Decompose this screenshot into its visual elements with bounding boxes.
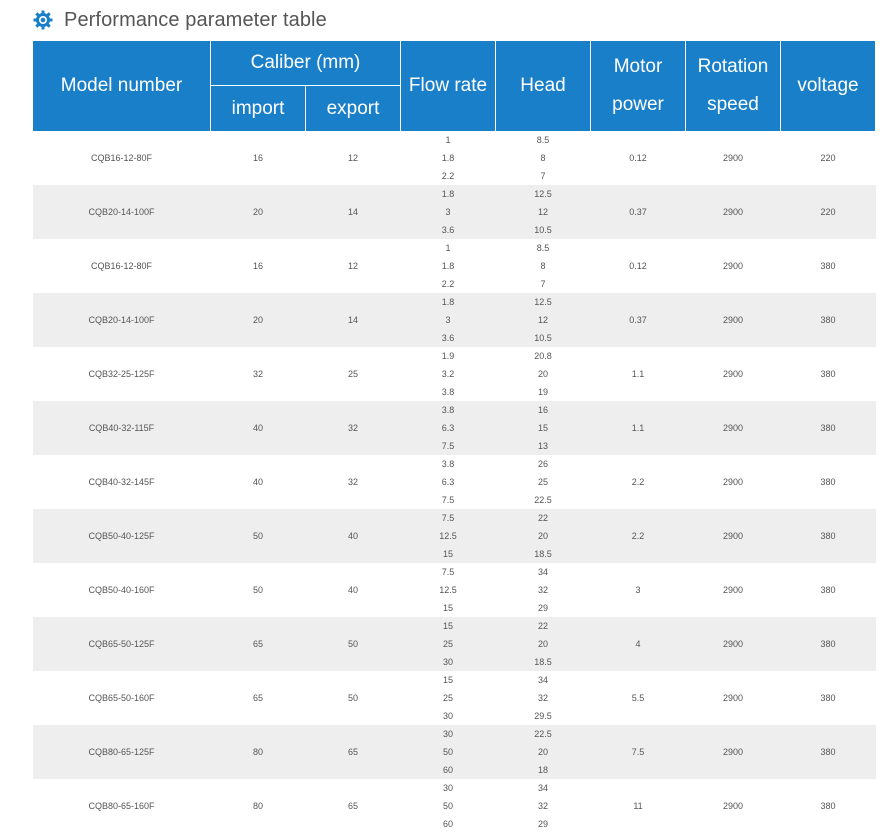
power-cell: 7.5 (591, 725, 686, 779)
head-cell-value: 19 (537, 387, 548, 397)
power-cell: 0.37 (591, 185, 686, 239)
flow-cell (401, 239, 496, 293)
flow-cell (401, 509, 496, 563)
voltage-cell: 220 (820, 153, 836, 163)
page-title: Performance parameter table (64, 8, 327, 31)
header-voltage: voltage (781, 41, 876, 131)
flow-cell-value: 3.8 (441, 405, 455, 415)
performance-table (32, 41, 876, 833)
flow-cell (401, 401, 496, 455)
head-cell (496, 239, 591, 293)
table-row (33, 239, 876, 293)
export-cell: 50 (347, 693, 358, 703)
section-title (33, 6, 327, 34)
flow-cell-value: 30 (442, 729, 453, 739)
power-cell: 2.2 (591, 509, 686, 563)
model-cell: CQB80-65-125F (33, 725, 211, 779)
power-cell: 0.37 (591, 293, 686, 347)
import-cell: 20 (211, 185, 306, 239)
head-cell-value: 20 (537, 369, 548, 379)
export-cell: 50 (306, 617, 401, 671)
flow-cell-value: 7.5 (441, 441, 455, 451)
import-cell: 50 (211, 509, 306, 563)
voltage-cell: 380 (781, 617, 876, 671)
flow-cell-value: 50 (442, 747, 453, 757)
gear-icon (33, 10, 53, 30)
head-cell (496, 509, 591, 563)
table-row (33, 293, 876, 347)
head-cell-value: 8.5 (536, 243, 550, 253)
export-cell: 40 (306, 509, 401, 563)
flow-cell-value: 15 (442, 621, 453, 631)
flow-cell-value: 12.5 (439, 531, 457, 541)
flow-cell-value: 12.5 (439, 585, 457, 595)
power-cell: 3 (635, 585, 641, 595)
header-caliber: Caliber (mm) (211, 41, 401, 86)
voltage-cell: 380 (781, 725, 876, 779)
table-row (33, 455, 876, 509)
flow-cell (401, 185, 496, 239)
voltage-cell: 220 (781, 185, 876, 239)
header-motor-line1: Motor (613, 56, 663, 77)
speed-cell: 2900 (686, 185, 781, 239)
table-row (33, 617, 876, 671)
flow-cell-value: 60 (442, 765, 453, 775)
head-cell-value: 18.5 (534, 657, 552, 667)
head-cell (496, 617, 591, 671)
flow-cell-value: 15 (442, 549, 453, 559)
flow-cell (401, 347, 496, 401)
head-cell-value: 25 (537, 477, 548, 487)
voltage-cell: 380 (820, 477, 836, 487)
header-motor-line2: power (612, 94, 664, 115)
header-rotation-line2: speed (707, 94, 759, 115)
header-flow-rate: Flow rate (401, 41, 496, 131)
head-cell-value: 18.5 (534, 549, 552, 559)
flow-cell (401, 779, 496, 833)
export-cell: 14 (306, 185, 401, 239)
head-cell-value: 22.5 (534, 495, 552, 505)
head-cell-value: 10.5 (534, 333, 552, 343)
head-cell (496, 455, 591, 509)
flow-cell-value: 25 (442, 693, 453, 703)
head-cell-value: 7 (540, 279, 546, 289)
flow-cell-value: 6.3 (441, 477, 455, 487)
header-rotation-line1: Rotation (697, 56, 769, 77)
header-export: export (306, 86, 401, 132)
table-row (33, 131, 876, 185)
import-cell: 80 (252, 801, 263, 811)
head-cell (496, 293, 591, 347)
export-cell: 32 (306, 401, 401, 455)
flow-cell-value: 30 (442, 711, 453, 721)
table-row (33, 671, 876, 725)
head-cell (496, 671, 591, 725)
power-cell: 4 (591, 617, 686, 671)
head-cell (496, 131, 591, 185)
head-cell-value: 12.5 (534, 297, 552, 307)
export-cell: 65 (306, 725, 401, 779)
export-cell: 65 (347, 801, 358, 811)
power-cell: 1.1 (591, 401, 686, 455)
flow-cell (401, 563, 496, 617)
flow-cell-value: 60 (442, 819, 453, 829)
head-cell-value: 32 (537, 801, 548, 811)
table-row (33, 401, 876, 455)
flow-cell-value: 3.8 (441, 387, 455, 397)
speed-cell: 2900 (686, 617, 781, 671)
flow-cell-value: 50 (442, 801, 453, 811)
model-cell: CQB20-14-100F (33, 293, 211, 347)
head-cell-value: 22.5 (534, 729, 552, 739)
head-cell-value: 34 (537, 567, 548, 577)
voltage-cell: 380 (781, 509, 876, 563)
import-cell: 50 (252, 585, 263, 595)
header-head: Head (496, 41, 591, 131)
model-cell: CQB16-12-80F (90, 261, 153, 271)
flow-cell-value: 1.8 (441, 153, 455, 163)
speed-cell: 2900 (722, 369, 744, 379)
head-cell-value: 12 (537, 315, 548, 325)
import-cell: 16 (252, 153, 263, 163)
head-cell-value: 34 (537, 783, 548, 793)
export-cell: 12 (347, 261, 358, 271)
flow-cell-value: 3.6 (441, 333, 455, 343)
model-cell: CQB40-32-115F (33, 401, 211, 455)
flow-cell-value: 7.5 (441, 567, 455, 577)
head-cell-value: 29 (537, 819, 548, 829)
flow-cell (401, 671, 496, 725)
flow-cell-value: 1 (445, 135, 451, 145)
export-cell: 25 (347, 369, 358, 379)
head-cell-value: 7 (540, 171, 546, 181)
head-cell-value: 18 (537, 765, 548, 775)
model-cell: CQB65-50-125F (33, 617, 211, 671)
flow-cell (401, 617, 496, 671)
head-cell-value: 10.5 (534, 225, 552, 235)
table-row (33, 509, 876, 563)
import-cell: 32 (252, 369, 263, 379)
voltage-cell: 380 (820, 261, 836, 271)
head-cell-value: 20 (537, 531, 548, 541)
head-cell-value: 29.5 (534, 711, 552, 721)
import-cell: 20 (211, 293, 306, 347)
table-row (33, 185, 876, 239)
speed-cell: 2900 (686, 401, 781, 455)
export-cell: 40 (347, 585, 358, 595)
header-rotation-speed (686, 41, 781, 131)
flow-cell-value: 7.5 (441, 495, 455, 505)
model-cell: CQB16-12-80F (90, 153, 153, 163)
flow-cell-value: 2.2 (441, 279, 455, 289)
model-cell: CQB65-50-160F (88, 693, 155, 703)
voltage-cell: 380 (820, 693, 836, 703)
power-cell: 11 (633, 801, 643, 811)
head-cell-value: 29 (537, 603, 548, 613)
import-cell: 40 (252, 477, 263, 487)
power-cell: 0.12 (629, 261, 647, 271)
speed-cell: 2900 (686, 509, 781, 563)
head-cell-value: 20 (537, 747, 548, 757)
import-cell: 40 (211, 401, 306, 455)
voltage-cell: 380 (820, 585, 836, 595)
model-cell: CQB50-40-125F (33, 509, 211, 563)
speed-cell: 2900 (686, 725, 781, 779)
flow-cell-value: 1.9 (441, 351, 455, 361)
speed-cell: 2900 (722, 693, 744, 703)
flow-cell-value: 3 (445, 207, 451, 217)
header-motor-power (591, 41, 686, 131)
import-cell: 65 (252, 693, 263, 703)
head-cell-value: 15 (537, 423, 548, 433)
head-cell-value: 22 (537, 513, 548, 523)
speed-cell: 2900 (722, 261, 744, 271)
flow-cell-value: 25 (442, 639, 453, 649)
import-cell: 16 (252, 261, 263, 271)
header-model: Model number (33, 41, 211, 131)
export-cell: 14 (306, 293, 401, 347)
flow-cell-value: 30 (442, 783, 453, 793)
flow-cell-value: 1.8 (441, 189, 455, 199)
flow-cell-value: 1.8 (441, 261, 455, 271)
head-cell-value: 32 (537, 693, 548, 703)
flow-cell (401, 725, 496, 779)
voltage-cell: 380 (781, 293, 876, 347)
head-cell-value: 12 (537, 207, 548, 217)
flow-cell-value: 3.6 (441, 225, 455, 235)
speed-cell: 2900 (722, 153, 744, 163)
speed-cell: 2900 (722, 585, 744, 595)
speed-cell: 2900 (686, 293, 781, 347)
head-cell-value: 32 (537, 585, 548, 595)
voltage-cell: 380 (820, 801, 836, 811)
flow-cell (401, 455, 496, 509)
head-cell-value: 26 (537, 459, 548, 469)
model-cell: CQB80-65-160F (88, 801, 155, 811)
flow-cell-value: 3 (445, 315, 451, 325)
voltage-cell: 380 (820, 369, 836, 379)
flow-cell-value: 15 (442, 603, 453, 613)
flow-cell (401, 293, 496, 347)
import-cell: 80 (211, 725, 306, 779)
flow-cell-value: 1.8 (441, 297, 455, 307)
power-cell: 5.5 (631, 693, 645, 703)
head-cell-value: 20 (537, 639, 548, 649)
header-import: import (211, 86, 306, 132)
flow-cell-value: 3.2 (441, 369, 455, 379)
head-cell (496, 725, 591, 779)
head-cell-value: 16 (537, 405, 548, 415)
model-cell: CQB32-25-125F (88, 369, 155, 379)
head-cell-value: 34 (537, 675, 548, 685)
head-cell (496, 563, 591, 617)
head-cell (496, 347, 591, 401)
flow-cell-value: 6.3 (441, 423, 455, 433)
head-cell-value: 8 (540, 153, 546, 163)
import-cell: 65 (211, 617, 306, 671)
head-cell-value: 20.8 (534, 351, 552, 361)
head-cell-value: 12.5 (534, 189, 552, 199)
head-cell-value: 8 (540, 261, 546, 271)
speed-cell: 2900 (722, 801, 744, 811)
table-row (33, 725, 876, 779)
model-cell: CQB40-32-145F (88, 477, 155, 487)
power-cell: 2.2 (631, 477, 645, 487)
head-cell-value: 13 (537, 441, 548, 451)
head-cell-value: 8.5 (536, 135, 550, 145)
export-cell: 32 (347, 477, 358, 487)
voltage-cell: 380 (781, 401, 876, 455)
power-cell: 0.12 (629, 153, 647, 163)
head-cell (496, 401, 591, 455)
speed-cell: 2900 (722, 477, 744, 487)
flow-cell-value: 1 (445, 243, 451, 253)
model-cell: CQB20-14-100F (33, 185, 211, 239)
model-cell: CQB50-40-160F (88, 585, 155, 595)
flow-cell-value: 30 (442, 657, 453, 667)
head-cell (496, 779, 591, 833)
flow-cell-value: 15 (442, 675, 453, 685)
flow-cell-value: 2.2 (441, 171, 455, 181)
flow-cell-value: 3.8 (441, 459, 455, 469)
flow-cell-value: 7.5 (441, 513, 455, 523)
table-row (33, 563, 876, 617)
flow-cell (401, 131, 496, 185)
head-cell (496, 185, 591, 239)
table-row (33, 347, 876, 401)
table-row (33, 779, 876, 833)
export-cell: 12 (347, 153, 358, 163)
head-cell-value: 22 (537, 621, 548, 631)
power-cell: 1.1 (631, 369, 645, 379)
